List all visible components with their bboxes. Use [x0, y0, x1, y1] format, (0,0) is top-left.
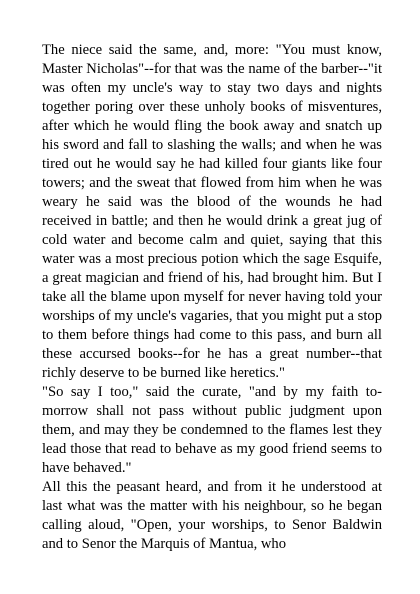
paragraph-peasant-heard: All this the peasant heard, and from it he understood at last what was the matter with his neighbour, so he began calling aloud, "Open, your worships, to Senor Baldwin and to Senor the Marquis of Mantua, who [42, 479, 382, 552]
body-text [42, 41, 382, 554]
paragraph-niece-speech: The niece said the same, and, more: "You must know, Master Nicholas"--for that was the name of the barber--"it was often my uncle's way to stay two days and nights together poring over these unholy books of misventures, after which he would fling the book away and snatch up his sword and fall to slashing the walls; and when he was tired out he would say he had killed four giants like four towers; and the sweat that flowed from him when he was weary he said was the blood of the wounds he had received in battle; and then he would drink a great jug of cold water and become calm and quiet, saying that this water was a most precious potion which the sage Esquife, a great magician and friend of his, had brought him. But I take all the blame upon myself for never having told your worships of my uncle's vagaries, that you might put a stop to them before things had come to this pass, and burn all these accursed books--for he has a great number--that richly deserve to be burned like heretics." [42, 42, 382, 381]
paragraph-curate-reply: "So say I too," said the curate, "and by my faith to-morrow shall not pass without public judgment upon them, and may they be condemned to the flames lest they lead those that read to behave as my good friend seems to have behaved." [42, 384, 382, 476]
